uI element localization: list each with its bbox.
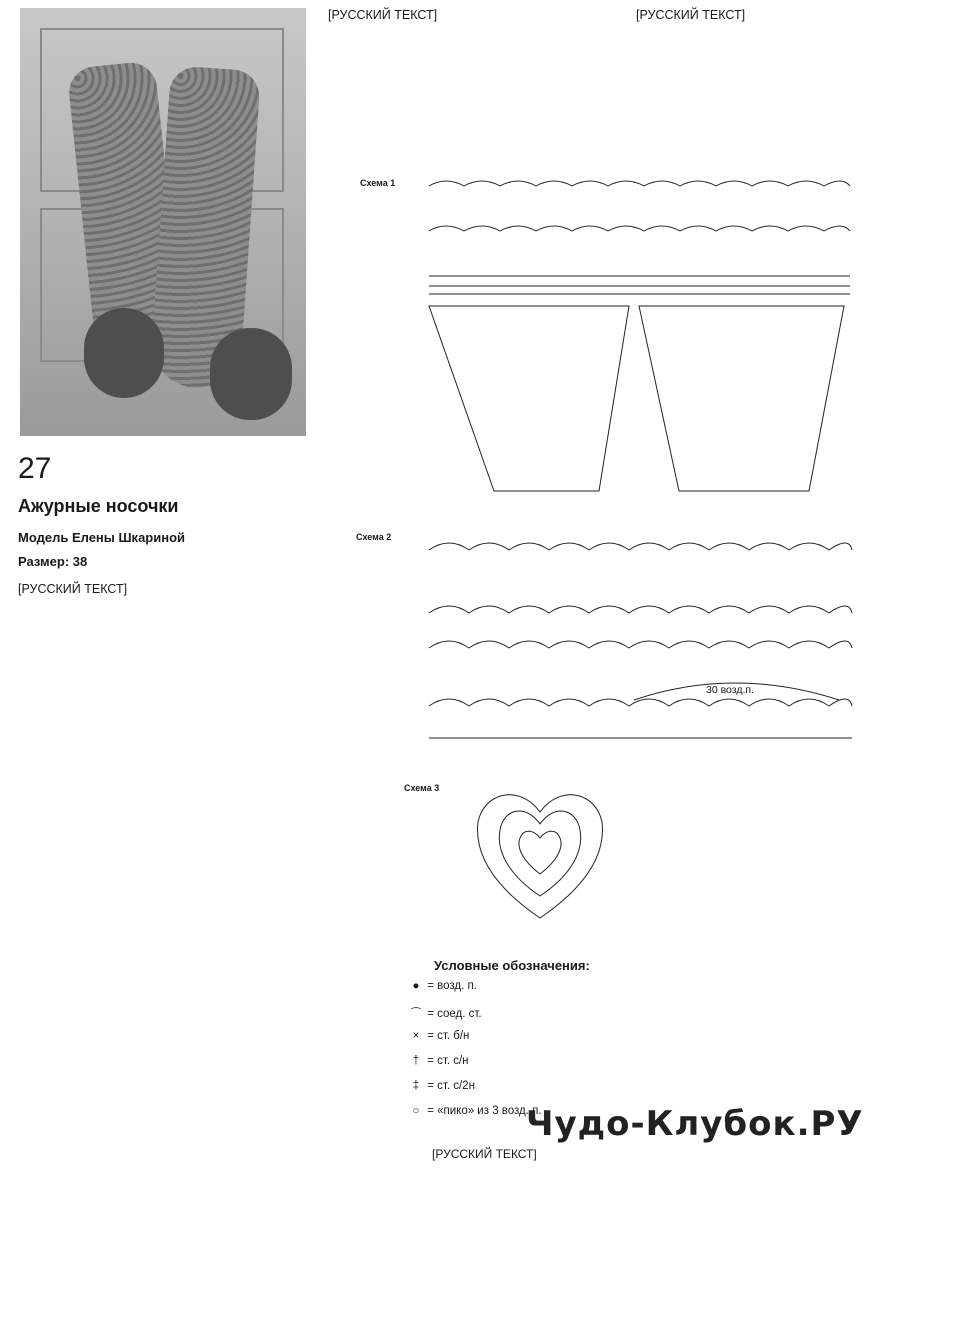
- legend-item: ⌒ = соед. ст.: [408, 1005, 482, 1021]
- single-crochet-symbol-icon: ×: [412, 1030, 420, 1042]
- left-paragraph: [РУССКИЙ ТЕКСТ]: [18, 582, 128, 596]
- legend-item: × = ст. б/н: [408, 1030, 469, 1042]
- scheme3-label: Схема 3: [404, 783, 440, 793]
- legend-label: ст. б/н: [437, 1030, 470, 1042]
- scheme1-label: Схема 1: [360, 178, 396, 188]
- legend-note: [РУССКИЙ ТЕКСТ]: [432, 1147, 537, 1161]
- legend-item: † = ст. с/н: [408, 1055, 469, 1067]
- middle-paragraph: [РУССКИЙ ТЕКСТ]: [328, 8, 438, 22]
- socks-photo: [20, 8, 306, 436]
- scheme2-chain-note: 30 возд.п.: [706, 684, 755, 696]
- legend-label: «пико» из 3 возд. п.: [437, 1105, 542, 1117]
- double-crochet-symbol-icon: †: [412, 1055, 420, 1067]
- pattern-number: 27: [18, 452, 52, 485]
- scheme2-label: Схема 2: [356, 532, 392, 542]
- legend-title: Условные обозначения:: [434, 958, 590, 973]
- sock-toe-right: [210, 328, 292, 420]
- legend-item: ○ = «пико» из 3 возд. п.: [408, 1105, 542, 1117]
- sock-toe-left: [84, 308, 164, 398]
- middle-column-top: [328, 6, 618, 32]
- legend-label: ст. с/н: [437, 1055, 469, 1067]
- right-column-top: [636, 6, 926, 32]
- scheme1-diagram: [424, 176, 852, 496]
- chain-symbol-icon: ●: [412, 980, 420, 992]
- right-paragraph: [РУССКИЙ ТЕКСТ]: [636, 8, 746, 22]
- picot-symbol-icon: ○: [412, 1105, 420, 1117]
- legend-label: соед. ст.: [437, 1008, 482, 1020]
- scheme3-heart-diagram: [470, 778, 610, 930]
- legend-label: ст. с/2н: [437, 1080, 475, 1092]
- slip-stitch-symbol-icon: ⌒: [410, 1008, 422, 1020]
- scheme2-diagram: [424, 528, 854, 748]
- size-line: Размер: 38: [18, 554, 88, 569]
- model-line: Модель Елены Шкариной: [18, 530, 186, 545]
- legend-label: возд. п.: [437, 980, 477, 992]
- legend-item: ● = возд. п.: [408, 980, 477, 992]
- site-watermark: Чудо-Клубок.РУ: [526, 1104, 864, 1144]
- left-column: [18, 580, 304, 606]
- legend-item: ‡ = ст. с/2н: [408, 1080, 475, 1092]
- treble-crochet-symbol-icon: ‡: [412, 1080, 420, 1092]
- pattern-title: Ажурные носочки: [18, 496, 179, 516]
